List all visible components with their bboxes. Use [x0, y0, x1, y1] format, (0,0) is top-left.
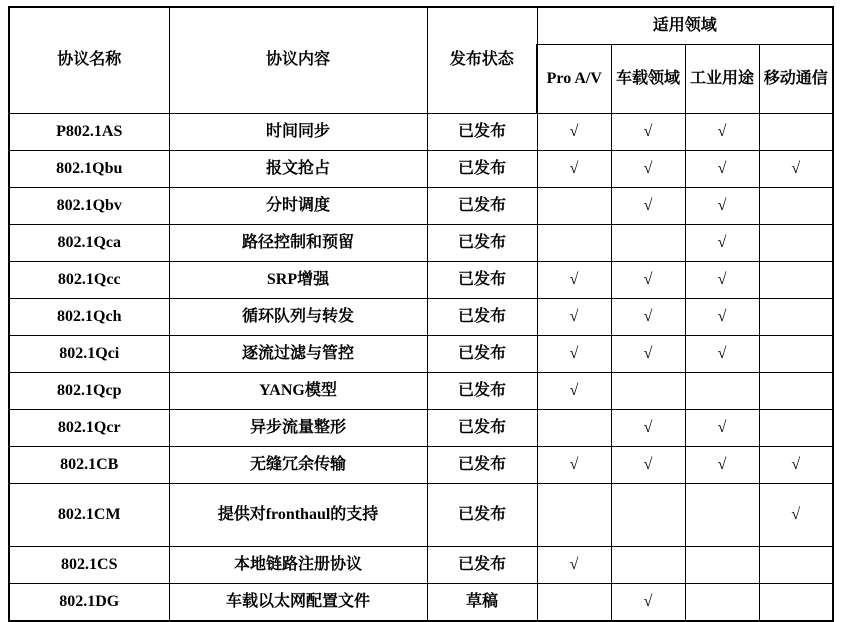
header-domain-automotive: 车载领域 — [611, 45, 685, 114]
cell-protocol-name: 802.1Qch — [9, 299, 169, 336]
cell-protocol-content: 路径控制和预留 — [169, 225, 427, 262]
cell-domain-industrial: √ — [685, 447, 759, 484]
table-row — [9, 410, 833, 447]
cell-domain-automotive: √ — [611, 151, 685, 188]
cell-protocol-name: 802.1CB — [9, 447, 169, 484]
cell-domain-proav: √ — [537, 151, 611, 188]
cell-protocol-name: 802.1CM — [9, 484, 169, 547]
cell-domain-industrial — [685, 584, 759, 622]
cell-domain-mobile — [759, 262, 833, 299]
table-row — [9, 547, 833, 584]
cell-domain-mobile: √ — [759, 447, 833, 484]
cell-domain-proav: √ — [537, 114, 611, 151]
cell-domain-mobile — [759, 225, 833, 262]
cell-protocol-content: 循环队列与转发 — [169, 299, 427, 336]
header-domain-mobile: 移动通信 — [759, 45, 833, 114]
cell-domain-industrial — [685, 484, 759, 547]
table-row — [9, 299, 833, 336]
cell-protocol-content: 本地链路注册协议 — [169, 547, 427, 584]
cell-domain-industrial — [685, 547, 759, 584]
cell-publish-status: 已发布 — [427, 410, 537, 447]
cell-domain-proav — [537, 188, 611, 225]
header-application-domains: 适用领域 — [537, 7, 833, 45]
cell-domain-automotive: √ — [611, 584, 685, 622]
cell-domain-automotive: √ — [611, 299, 685, 336]
header-protocol-content: 协议内容 — [169, 7, 427, 114]
cell-domain-proav — [537, 484, 611, 547]
cell-domain-proav — [537, 410, 611, 447]
cell-protocol-content: YANG模型 — [169, 373, 427, 410]
cell-domain-industrial: √ — [685, 114, 759, 151]
cell-domain-mobile — [759, 547, 833, 584]
header-publish-status: 发布状态 — [427, 7, 537, 114]
cell-domain-industrial: √ — [685, 262, 759, 299]
cell-domain-proav: √ — [537, 547, 611, 584]
cell-protocol-name: 802.1Qca — [9, 225, 169, 262]
cell-protocol-content: 提供对fronthaul的支持 — [169, 484, 427, 547]
cell-protocol-name: 802.1Qbv — [9, 188, 169, 225]
cell-domain-industrial: √ — [685, 188, 759, 225]
table-row — [9, 114, 833, 151]
cell-protocol-name: 802.1Qcr — [9, 410, 169, 447]
cell-domain-mobile — [759, 584, 833, 622]
cell-domain-mobile — [759, 114, 833, 151]
cell-protocol-name: 802.1Qcp — [9, 373, 169, 410]
cell-domain-automotive: √ — [611, 447, 685, 484]
cell-domain-industrial: √ — [685, 299, 759, 336]
cell-protocol-content: 分时调度 — [169, 188, 427, 225]
cell-protocol-content: 逐流过滤与管控 — [169, 336, 427, 373]
table-row — [9, 188, 833, 225]
cell-domain-automotive: √ — [611, 114, 685, 151]
cell-protocol-name: 802.1Qci — [9, 336, 169, 373]
cell-protocol-name: 802.1Qbu — [9, 151, 169, 188]
header-domain-industrial: 工业用途 — [685, 45, 759, 114]
cell-publish-status: 已发布 — [427, 151, 537, 188]
cell-domain-proav: √ — [537, 336, 611, 373]
cell-protocol-name: 802.1CS — [9, 547, 169, 584]
cell-domain-mobile — [759, 373, 833, 410]
header-domain-proav-line1: Pro A/V — [546, 69, 602, 87]
cell-domain-automotive: √ — [611, 188, 685, 225]
cell-protocol-content: 无缝冗余传输 — [169, 447, 427, 484]
header-protocol-name: 协议名称 — [9, 7, 169, 114]
cell-domain-mobile — [759, 188, 833, 225]
table-row — [9, 336, 833, 373]
cell-publish-status: 已发布 — [427, 484, 537, 547]
cell-protocol-name: 802.1Qcc — [9, 262, 169, 299]
table-body — [9, 114, 833, 622]
table-row — [9, 584, 833, 622]
cell-publish-status: 已发布 — [427, 336, 537, 373]
cell-protocol-content: 异步流量整形 — [169, 410, 427, 447]
cell-domain-automotive: √ — [611, 410, 685, 447]
header-domain-proav — [537, 45, 611, 114]
cell-domain-automotive: √ — [611, 262, 685, 299]
cell-publish-status: 已发布 — [427, 262, 537, 299]
cell-domain-automotive — [611, 225, 685, 262]
cell-domain-proav: √ — [537, 373, 611, 410]
cell-domain-automotive — [611, 373, 685, 410]
cell-domain-mobile: √ — [759, 484, 833, 547]
table-row — [9, 262, 833, 299]
cell-protocol-content: SRP增强 — [169, 262, 427, 299]
table-row — [9, 225, 833, 262]
cell-publish-status: 草稿 — [427, 584, 537, 622]
cell-domain-automotive — [611, 484, 685, 547]
cell-publish-status: 已发布 — [427, 373, 537, 410]
cell-domain-industrial: √ — [685, 410, 759, 447]
cell-protocol-name: 802.1DG — [9, 584, 169, 622]
table-row — [9, 484, 833, 547]
cell-publish-status: 已发布 — [427, 547, 537, 584]
table-row — [9, 447, 833, 484]
cell-publish-status: 已发布 — [427, 114, 537, 151]
cell-domain-proav: √ — [537, 262, 611, 299]
cell-protocol-name: P802.1AS — [9, 114, 169, 151]
cell-domain-industrial: √ — [685, 151, 759, 188]
cell-domain-automotive — [611, 547, 685, 584]
cell-publish-status: 已发布 — [427, 188, 537, 225]
cell-protocol-content: 报文抢占 — [169, 151, 427, 188]
cell-publish-status: 已发布 — [427, 225, 537, 262]
cell-publish-status: 已发布 — [427, 447, 537, 484]
table-row — [9, 373, 833, 410]
cell-domain-proav — [537, 225, 611, 262]
cell-protocol-content: 时间同步 — [169, 114, 427, 151]
cell-protocol-content: 车载以太网配置文件 — [169, 584, 427, 622]
cell-domain-automotive: √ — [611, 336, 685, 373]
protocol-table — [8, 6, 834, 622]
cell-publish-status: 已发布 — [427, 299, 537, 336]
cell-domain-mobile — [759, 336, 833, 373]
cell-domain-mobile: √ — [759, 151, 833, 188]
cell-domain-mobile — [759, 410, 833, 447]
cell-domain-industrial: √ — [685, 336, 759, 373]
cell-domain-industrial — [685, 373, 759, 410]
cell-domain-proav — [537, 584, 611, 622]
table-header — [9, 7, 833, 114]
cell-domain-proav: √ — [537, 299, 611, 336]
cell-domain-industrial: √ — [685, 225, 759, 262]
table-row — [9, 151, 833, 188]
cell-domain-proav: √ — [537, 447, 611, 484]
cell-domain-mobile — [759, 299, 833, 336]
